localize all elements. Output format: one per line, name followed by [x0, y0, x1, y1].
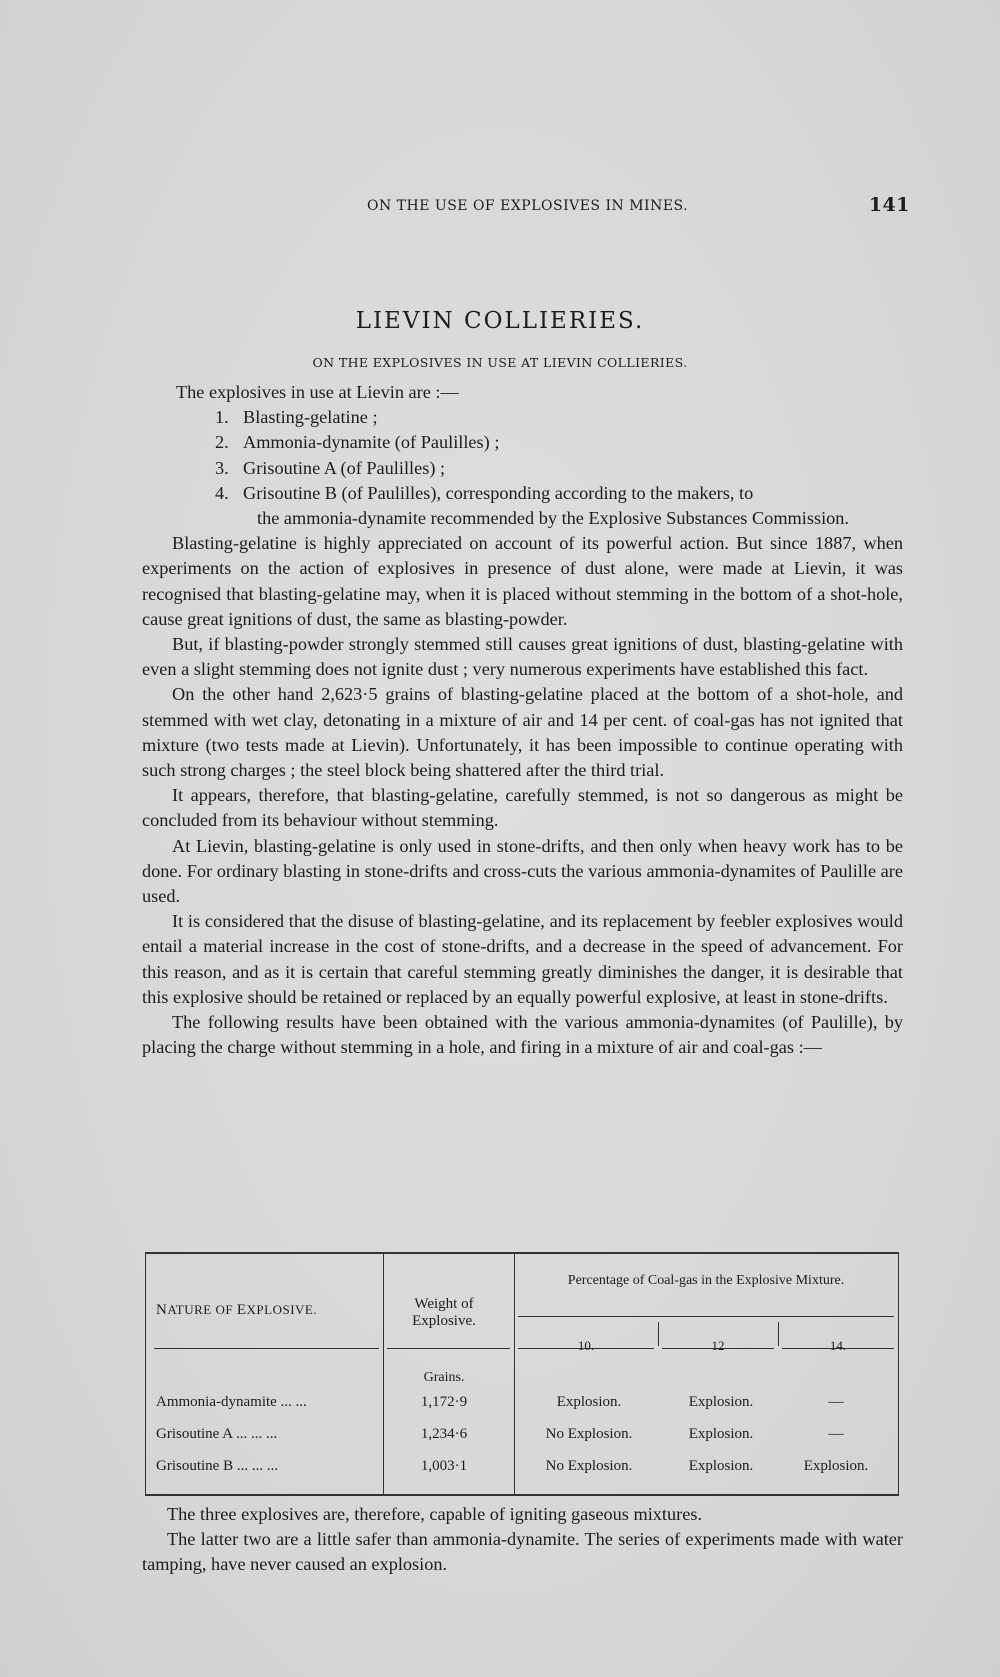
list-item-continuation: the ammonia-dynamite recommended by the Explosive Substances Commission.: [257, 508, 849, 529]
header-initial: N: [156, 1302, 168, 1318]
explosive-weight: 1,172·9: [420, 1394, 468, 1410]
result-12: Explosion.: [688, 1458, 754, 1474]
result-14: —: [828, 1426, 844, 1442]
list-item-text: Ammonia-dynamite (of Paulilles) ;: [243, 432, 500, 453]
weight-units: Grains.: [423, 1370, 465, 1385]
list-item-number: 2.: [215, 432, 229, 453]
explosive-name: Grisoutine A ... ... ...: [156, 1426, 278, 1442]
result-10: Explosion.: [556, 1394, 622, 1410]
paragraph: It is considered that the disuse of blasting-gelatine, and its replacement by feebler explosives would entail a material increase in the cost of stone-drifts, and a decrease in the speed of advancement. For this reason, and as it is certain that careful stemming greatly diminishes the danger, it is desirable that this explosive should be retained or replaced by an equally powerful explosive, at least in stone-drifts.: [142, 911, 903, 1007]
list-item: [142, 456, 903, 481]
result-10: No Explosion.: [545, 1426, 633, 1442]
table-row: [146, 1426, 898, 1448]
explosives-list: [142, 405, 903, 531]
header-initial: E: [236, 1302, 247, 1318]
result-12: Explosion.: [688, 1394, 754, 1410]
running-head-title: ON THE USE OF EXPLOSIVES IN MINES.: [367, 198, 689, 214]
paragraph: The latter two are a little safer than ammonia-dynamite. The series of experiments made with water tamping, have never caused an explosion.: [142, 1529, 903, 1575]
table-row: [146, 1394, 898, 1416]
result-10: No Explosion.: [545, 1458, 633, 1474]
explosive-name: Ammonia-dynamite ... ...: [156, 1394, 307, 1410]
list-item-text: Grisoutine A (of Paulilles) ;: [243, 457, 446, 478]
column-header-10: 10.: [577, 1338, 595, 1353]
header-small-caps: XPLOSIVE.: [246, 1302, 318, 1317]
intro-paragraph: The explosives in use at Lievin are :—: [176, 382, 459, 402]
header-small-caps: ATURE OF: [167, 1302, 237, 1317]
header-percentage: Percentage of Coal-gas in the Explosive Mixture.: [567, 1273, 845, 1288]
list-item: [142, 405, 903, 430]
list-item: [142, 481, 903, 531]
explosive-weight: 1,234·6: [420, 1426, 468, 1442]
paragraph: At Lievin, blasting-gelatine is only used in stone-drifts, and then only when heavy work has to be done. For ordinary blasting in stone-drifts and cross-cuts the various ammonia-dynamites of Paulille are used.: [142, 835, 903, 907]
list-item: [142, 430, 903, 455]
table-row: [146, 1458, 898, 1480]
header-weight: Weight of Explosive.: [412, 1296, 476, 1329]
header-rule: [518, 1316, 894, 1317]
result-14: —: [828, 1394, 844, 1410]
explosive-weight: 1,003·1: [420, 1458, 468, 1474]
section-title: LIEVIN COLLIERIES.: [355, 308, 645, 334]
body-text: [142, 380, 903, 1060]
header-rule: [154, 1348, 379, 1349]
closing-text: [142, 1502, 903, 1578]
paragraph: It appears, therefore, that blasting-gelatine, carefully stemmed, is not so dangerous as might be concluded from its behaviour without stemming.: [142, 785, 903, 831]
paragraph: On the other hand 2,623·5 grains of blasting-gelatine placed at the bottom of a shot-hole, and stemmed with wet clay, detonating in a mixture of air and 14 per cent. of coal-gas has not ignited that mixture (two tests made at Lievin). Unfortunately, it has been impossible to continue operating with such strong charges ; the steel block being shattered after the third trial.: [142, 684, 903, 781]
explosive-name: Grisoutine B ... ... ...: [156, 1458, 279, 1474]
paragraph: But, if blasting-powder strongly stemmed still causes great ignitions of dust, blasting-gelatine with even a slight stemming does not ignite dust ; very numerous experiments have established this fact.: [142, 634, 903, 680]
header-nature-of-explosive: [156, 1302, 317, 1319]
results-table: [145, 1252, 899, 1496]
paragraph: Blasting-gelatine is highly appreciated on account of its powerful action. But since 1887, when experiments on the action of explosives in presence of dust alone, were made at Lievin, it was recognised that blasting-gelatine may, when it is placed without stemming in the bottom of a shot-hole, cause great ignitions of dust, the same as blasting-powder.: [142, 533, 903, 629]
paragraph: The three explosives are, therefore, capable of igniting gaseous mixtures.: [167, 1504, 703, 1524]
paragraph: The following results have been obtained with the various ammonia-dynamites (of Paulille), by placing the charge without stemming in a hole, and firing in a mixture of air and coal-gas :—: [142, 1012, 903, 1058]
list-item-number: 3.: [215, 457, 229, 478]
list-item-number: 1.: [215, 407, 229, 428]
result-14: Explosion.: [803, 1458, 869, 1474]
header-rule: [387, 1348, 510, 1349]
column-header-12: 12: [711, 1338, 725, 1353]
list-item-text: Blasting-gelatine ;: [243, 407, 378, 428]
column-header-14: 14.: [829, 1338, 847, 1353]
list-item-number: 4.: [215, 482, 229, 503]
result-12: Explosion.: [688, 1426, 754, 1442]
page-number: 141: [868, 194, 910, 216]
section-subtitle: ON THE EXPLOSIVES IN USE AT LIEVIN COLLIERIES.: [312, 355, 688, 370]
list-item-text: Grisoutine B (of Paulilles), corresponding according to the makers, to: [243, 482, 754, 503]
